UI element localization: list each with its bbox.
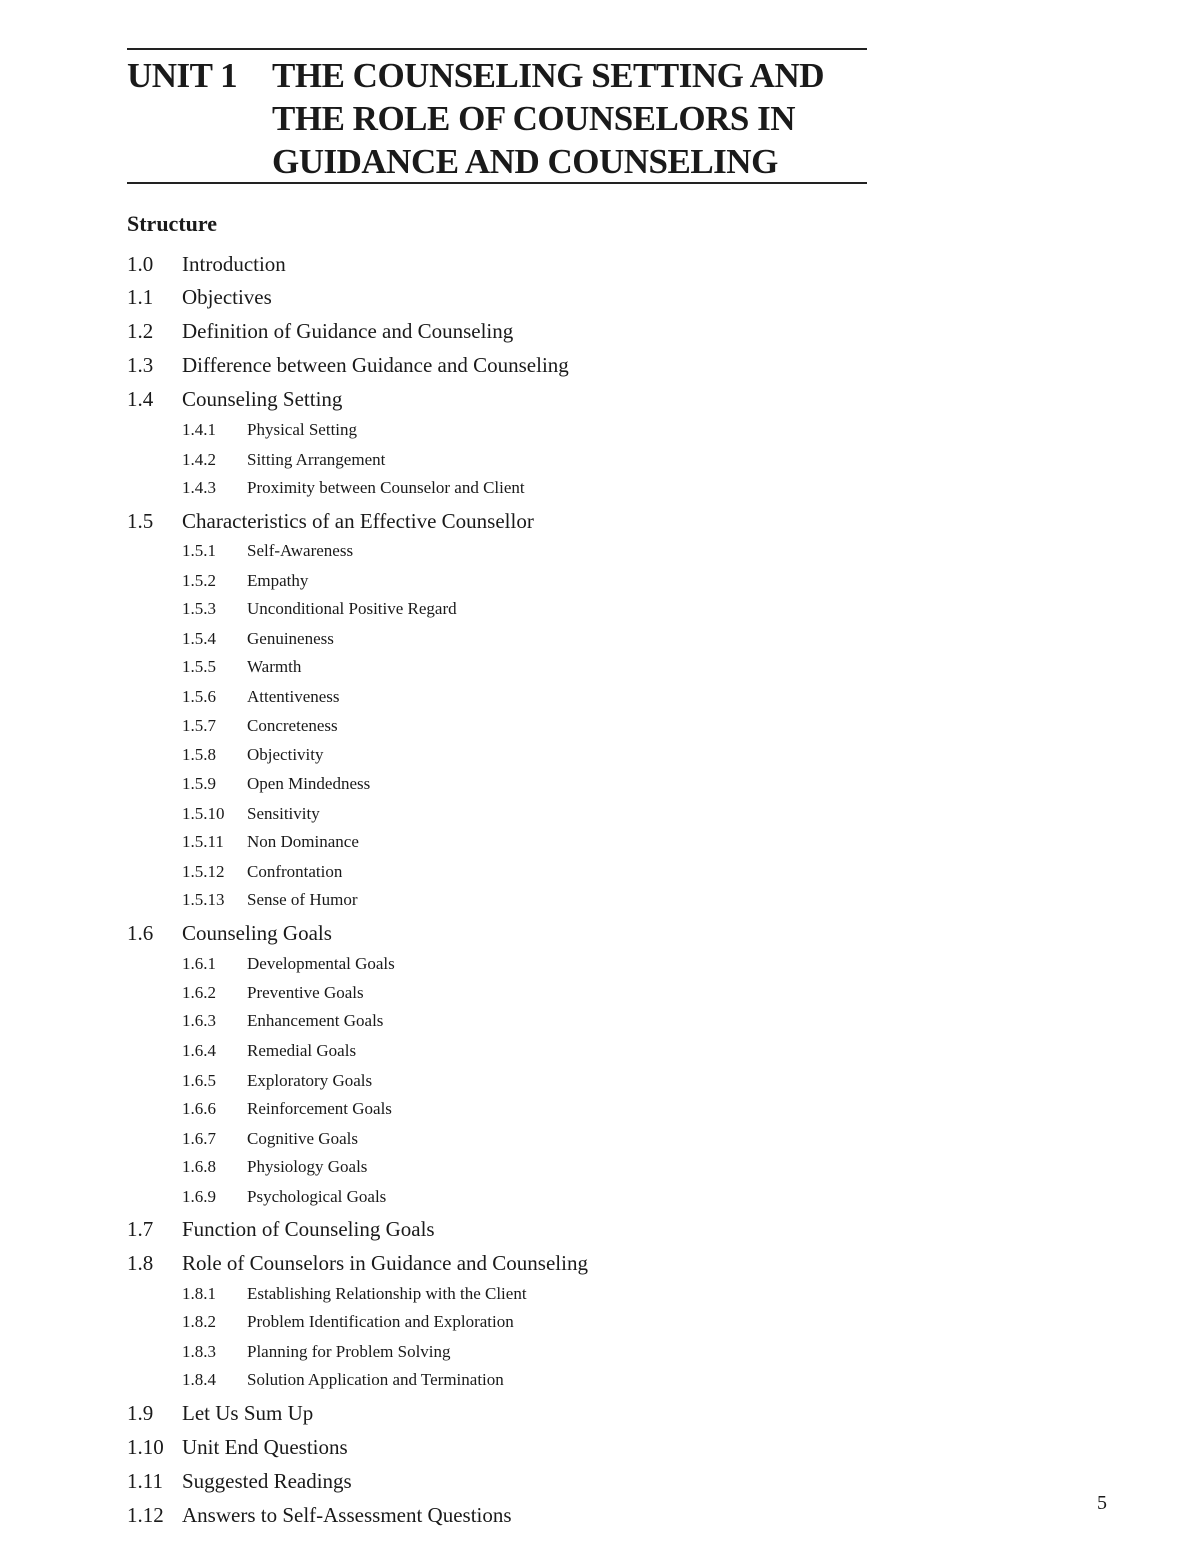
toc-entry [127, 1399, 313, 1427]
toc-entry-number: 1.5.7 [182, 716, 216, 735]
toc-entry-label: Planning for Problem Solving [247, 1342, 451, 1361]
toc-entry-label: Unconditional Positive Regard [247, 599, 457, 618]
toc-entry-number: 1.5.10 [182, 804, 225, 823]
toc-subentry [182, 419, 357, 441]
toc-entry-number: 1.4.2 [182, 450, 216, 469]
toc-entry-label: Preventive Goals [247, 983, 364, 1002]
toc-entry [127, 1215, 435, 1243]
toc-entry-label: Definition of Guidance and Counseling [182, 319, 514, 343]
toc-entry-label: Function of Counseling Goals [182, 1217, 435, 1241]
unit-number: UNIT 1 [127, 56, 238, 95]
toc-entry-label: Characteristics of an Effective Counsellor [182, 509, 534, 533]
unit-title [272, 54, 862, 183]
toc-entry-label: Answers to Self-Assessment Questions [182, 1503, 512, 1527]
toc-entry-number: 1.6.7 [182, 1129, 216, 1148]
toc-entry [127, 919, 332, 947]
toc-entry [127, 1467, 352, 1495]
toc-entry-label: Suggested Readings [182, 1469, 352, 1493]
unit-title-line: GUIDANCE AND COUNSELING [272, 142, 778, 181]
toc-entry-label: Sitting Arrangement [247, 450, 386, 469]
toc-entry [127, 351, 569, 379]
toc-entry-number: 1.5.5 [182, 657, 216, 676]
toc-entry-label: Difference between Guidance and Counseling [182, 353, 569, 377]
toc-entry-label: Physical Setting [247, 420, 358, 439]
toc-subentry [182, 1098, 392, 1120]
toc-subentry [182, 1283, 527, 1305]
toc-entry-number: 1.12 [127, 1503, 164, 1527]
toc-entry-number: 1.1 [127, 285, 154, 309]
toc-entry-label: Confrontation [247, 862, 343, 881]
toc-entry-label: Developmental Goals [247, 954, 395, 973]
toc-entry-label: Exploratory Goals [247, 1071, 373, 1090]
toc-entry [127, 283, 272, 311]
toc-entry-number: 1.5.11 [182, 832, 224, 851]
toc-entry-label: Psychological Goals [247, 1187, 387, 1206]
toc-subentry [182, 744, 323, 766]
toc-subentry [182, 628, 334, 650]
toc-subentry [182, 1010, 383, 1032]
toc-entry-label: Cognitive Goals [247, 1129, 358, 1148]
toc-entry-label: Objectivity [247, 745, 324, 764]
toc-entry-number: 1.4 [127, 387, 154, 411]
toc-entry [127, 385, 342, 413]
toc-subentry [182, 715, 338, 737]
toc-entry-number: 1.6 [127, 921, 154, 945]
toc-entry-number: 1.6.2 [182, 983, 216, 1002]
toc-entry-label: Open Mindedness [247, 774, 371, 793]
toc-entry-number: 1.5.6 [182, 687, 216, 706]
toc-entry-label: Role of Counselors in Guidance and Counseling [182, 1251, 588, 1275]
toc-entry-label: Counseling Goals [182, 921, 332, 945]
toc-entry-label: Sense of Humor [247, 890, 358, 909]
toc-entry-label: Attentiveness [247, 687, 340, 706]
toc-entry-number: 1.8.2 [182, 1312, 216, 1331]
toc-entry-label: Establishing Relationship with the Client [247, 1284, 527, 1303]
toc-entry-number: 1.6.5 [182, 1071, 216, 1090]
toc-entry-number: 1.5.1 [182, 541, 216, 560]
toc-subentry [182, 570, 308, 592]
toc-entry-number: 1.5 [127, 509, 154, 533]
toc-entry-number: 1.8.3 [182, 1342, 216, 1361]
toc-entry-number: 1.5.9 [182, 774, 216, 793]
toc-entry-number: 1.6.4 [182, 1041, 216, 1060]
toc-subentry [182, 540, 353, 562]
toc-entry [127, 507, 534, 535]
page-number: 5 [1097, 1492, 1107, 1514]
toc-subentry [182, 449, 385, 471]
toc-entry-number: 1.5.12 [182, 862, 225, 881]
toc-entry-number: 1.5.4 [182, 629, 216, 648]
toc-entry-label: Proximity between Counselor and Client [247, 478, 525, 497]
toc-entry [127, 317, 513, 345]
toc-entry-number: 1.6.3 [182, 1011, 216, 1030]
toc-subentry [182, 861, 342, 883]
toc-entry-number: 1.0 [127, 252, 154, 276]
toc-subentry [182, 1369, 504, 1391]
toc-entry [127, 250, 286, 278]
toc-entry-number: 1.4.3 [182, 478, 216, 497]
toc-entry-label: Sensitivity [247, 804, 320, 823]
toc-entry-number: 1.8.4 [182, 1370, 216, 1389]
toc-entry-label: Introduction [182, 252, 286, 276]
toc-entry-label: Genuineness [247, 629, 334, 648]
toc-subentry [182, 953, 395, 975]
toc-subentry [182, 1156, 367, 1178]
toc-subentry [182, 889, 357, 911]
toc-entry-label: Non Dominance [247, 832, 359, 851]
toc-subentry [182, 1128, 358, 1150]
toc-subentry [182, 831, 359, 853]
toc-subentry [182, 803, 320, 825]
toc-entry-label: Enhancement Goals [247, 1011, 384, 1030]
toc-subentry [182, 1070, 372, 1092]
toc-entry-number: 1.8 [127, 1251, 154, 1275]
toc-entry-label: Unit End Questions [182, 1435, 348, 1459]
toc-entry-number: 1.4.1 [182, 420, 216, 439]
toc-entry-number: 1.2 [127, 319, 154, 343]
toc-entry-label: Reinforcement Goals [247, 1099, 392, 1118]
toc-entry-label: Physiology Goals [247, 1157, 368, 1176]
toc-entry-number: 1.5.3 [182, 599, 216, 618]
toc-entry-label: Problem Identification and Exploration [247, 1312, 514, 1331]
toc-entry-number: 1.6.8 [182, 1157, 216, 1176]
toc-entry-label: Let Us Sum Up [182, 1401, 314, 1425]
toc-entry-label: Self-Awareness [247, 541, 354, 560]
toc-entry-number: 1.9 [127, 1401, 154, 1425]
toc-subentry [182, 1186, 386, 1208]
toc-entry-number: 1.5.2 [182, 571, 216, 590]
toc-entry-number: 1.7 [127, 1217, 154, 1241]
toc-entry [127, 1433, 348, 1461]
toc-subentry [182, 1311, 514, 1333]
unit-title-line: THE COUNSELING SETTING AND [272, 56, 825, 95]
toc-entry-number: 1.11 [127, 1469, 163, 1493]
structure-heading: Structure [127, 211, 218, 236]
toc-entry-label: Counseling Setting [182, 387, 343, 411]
toc-subentry [182, 773, 370, 795]
toc-subentry [182, 1040, 356, 1062]
toc-subentry [182, 686, 340, 708]
toc-entry-label: Empathy [247, 571, 309, 590]
toc-entry-number: 1.8.1 [182, 1284, 216, 1303]
toc-subentry [182, 477, 525, 499]
toc-subentry [182, 656, 301, 678]
toc-entry-number: 1.6.9 [182, 1187, 216, 1206]
toc-entry [127, 1249, 588, 1277]
toc-entry-number: 1.6.6 [182, 1099, 216, 1118]
toc-subentry [182, 1341, 451, 1363]
toc-entry-label: Concreteness [247, 716, 338, 735]
toc-entry-label: Solution Application and Termination [247, 1370, 504, 1389]
toc-entry-number: 1.5.8 [182, 745, 216, 764]
unit-title-line: THE ROLE OF COUNSELORS IN [272, 99, 795, 138]
toc-entry-label: Objectives [182, 285, 272, 309]
toc-subentry [182, 598, 457, 620]
unit-title-block [127, 48, 867, 184]
toc-entry-number: 1.3 [127, 353, 154, 377]
toc-entry-label: Warmth [247, 657, 302, 676]
toc-entry-label: Remedial Goals [247, 1041, 357, 1060]
toc-entry-number: 1.6.1 [182, 954, 216, 973]
toc-entry [127, 1501, 512, 1529]
toc-subentry [182, 982, 364, 1004]
toc-entry-number: 1.10 [127, 1435, 164, 1459]
toc-entry-number: 1.5.13 [182, 890, 225, 909]
